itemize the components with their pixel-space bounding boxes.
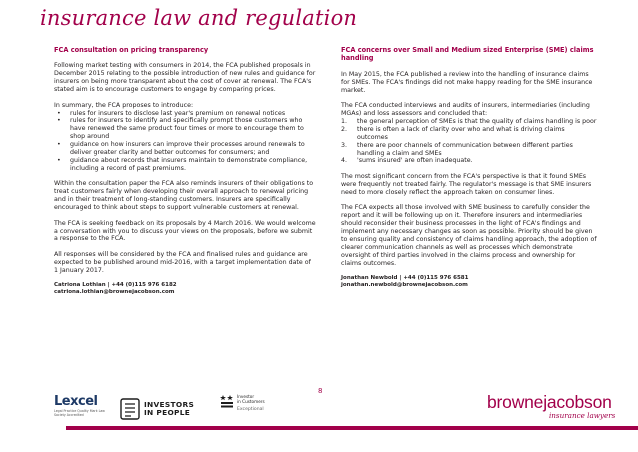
page-title: insurance law and regulation	[40, 6, 358, 30]
iic-stars-icon	[220, 394, 234, 410]
lexcel-subtext: Legal Practice Quality Mark Law Society Accredited	[54, 409, 105, 417]
iip-line-1: INVESTORS	[144, 399, 195, 409]
list-item: • guidance about records that insurers maintain to demonstrate compliance, including a record of past premiums.	[70, 157, 316, 173]
contact-email[interactable]: jonathan.newbold@brownejacobson.com	[341, 282, 468, 289]
iip-emblem-icon	[120, 398, 140, 420]
sme-claims-heading: FCA concerns over Small and Medium sized Enterprise (SME) claims handling	[341, 46, 594, 63]
iic-level: Exceptional	[237, 407, 264, 413]
paragraph: The FCA expects all those involved with SME business to carefully consider the report and it will be following up on it. Therefore insurers and intermediaries should reconsider their business processes in the light of FCA's findings and implement any necessary changes as soon as possible. Priority should be given to ensuring quality and consistency of claims handling approach, the adoption of clearer communication channels as well as processes which demonstrate oversight of third parties involved in the claims process and ownership for claims outcomes.	[341, 204, 597, 267]
paragraph: The most significant concern from the FCA's perspective is that it found SMEs were frequently not treated fairly. The regulator's message is that SME insurers need to more closely reflect the approach taken on consumer lines.	[341, 172, 592, 196]
investors-in-people-logo	[120, 394, 204, 424]
right-column	[341, 46, 597, 289]
pricing-transparency-heading: FCA consultation on pricing transparency	[54, 46, 209, 54]
proposal-list	[54, 110, 316, 173]
contact-block	[54, 282, 316, 296]
findings-list	[341, 118, 597, 165]
list-item: • rules for insurers to disclose last year's premium on renewal notices	[70, 110, 316, 118]
contact-block	[341, 275, 597, 289]
lexcel-logo	[54, 394, 106, 426]
list-item: • rules for insurers to identify and specifically prompt those customers who have renewed the same product four times or more to encourage them to shop around	[70, 117, 316, 141]
iic-line-2: in Customers	[237, 399, 265, 405]
brownejacobson-logo	[487, 392, 615, 420]
list-item: 2. there is often a lack of clarity over who and what is driving claims outcomes	[341, 125, 565, 141]
left-column	[54, 46, 316, 296]
footer-rule	[66, 426, 638, 430]
paragraph: In May 2015, the FCA published a review into the handling of insurance claims for SMEs. The FCA's findings did not make happy reading for the SME insurance market.	[341, 70, 593, 94]
lexcel-wordmark: Lexcel	[54, 394, 98, 409]
findings-intro: The FCA conducted interviews and audits of insurers, intermediaries (including MGAs) and loss assessors and concluded that:	[341, 102, 590, 118]
paragraph: Within the consultation paper the FCA also reminds insurers of their obligations to treat customers fairly when developing their overall approach to renewal pricing and in their treatment of long-standing customers. Insurers are specifically encouraged to think about steps to support vulnerable customers at renewal.	[54, 180, 314, 212]
list-item: • guidance on how insurers can improve their processes around renewals to deliver greater clarity and better outcomes for consumers; and	[70, 141, 316, 157]
iic-line-1: Investor	[237, 394, 255, 399]
list-item: 4. 'sums insured' are often inadequate.	[341, 157, 473, 165]
paragraph: All responses will be considered by the FCA and finalised rules and guidance are expected to be published around mid-2016, with a target implementation date of 1 January 2017.	[54, 250, 311, 274]
iip-line-2: IN PEOPLE	[144, 408, 191, 417]
contact-name-phone: Catriona Lothian | +44 (0)115 976 6182	[54, 282, 177, 289]
list-item: 1. the general perception of SMEs is that the quality of claims handling is poor	[341, 117, 597, 125]
contact-email[interactable]: catriona.lothian@brownejacobson.com	[54, 289, 175, 296]
paragraph: The FCA is seeking feedback on its proposals by 4 March 2016. We would welcome a conversation with you to discuss your views on the proposals, before we submit a response to the FCA.	[54, 219, 316, 243]
page-number: 8	[318, 387, 323, 395]
summary-intro: In summary, the FCA proposes to introduce:	[54, 101, 194, 109]
brand-tagline: insurance lawyers	[549, 411, 616, 420]
brand-name: brownejacobson	[487, 392, 612, 412]
contact-name-phone: Jonathan Newbold | +44 (0)115 976 6581	[341, 275, 469, 282]
investor-in-customers-logo	[220, 394, 282, 424]
paragraph: Following market testing with consumers in 2014, the FCA published proposals in December 2015 relating to the possible introduction of new rules and guidance for insurers on being more transparent about the cost of cover at renewal. The FCA's stated aim is to encourage customers to engage by comparing prices.	[54, 62, 316, 94]
list-item: 3. there are poor channels of communication between different parties handling a claim and SMEs	[341, 141, 573, 157]
